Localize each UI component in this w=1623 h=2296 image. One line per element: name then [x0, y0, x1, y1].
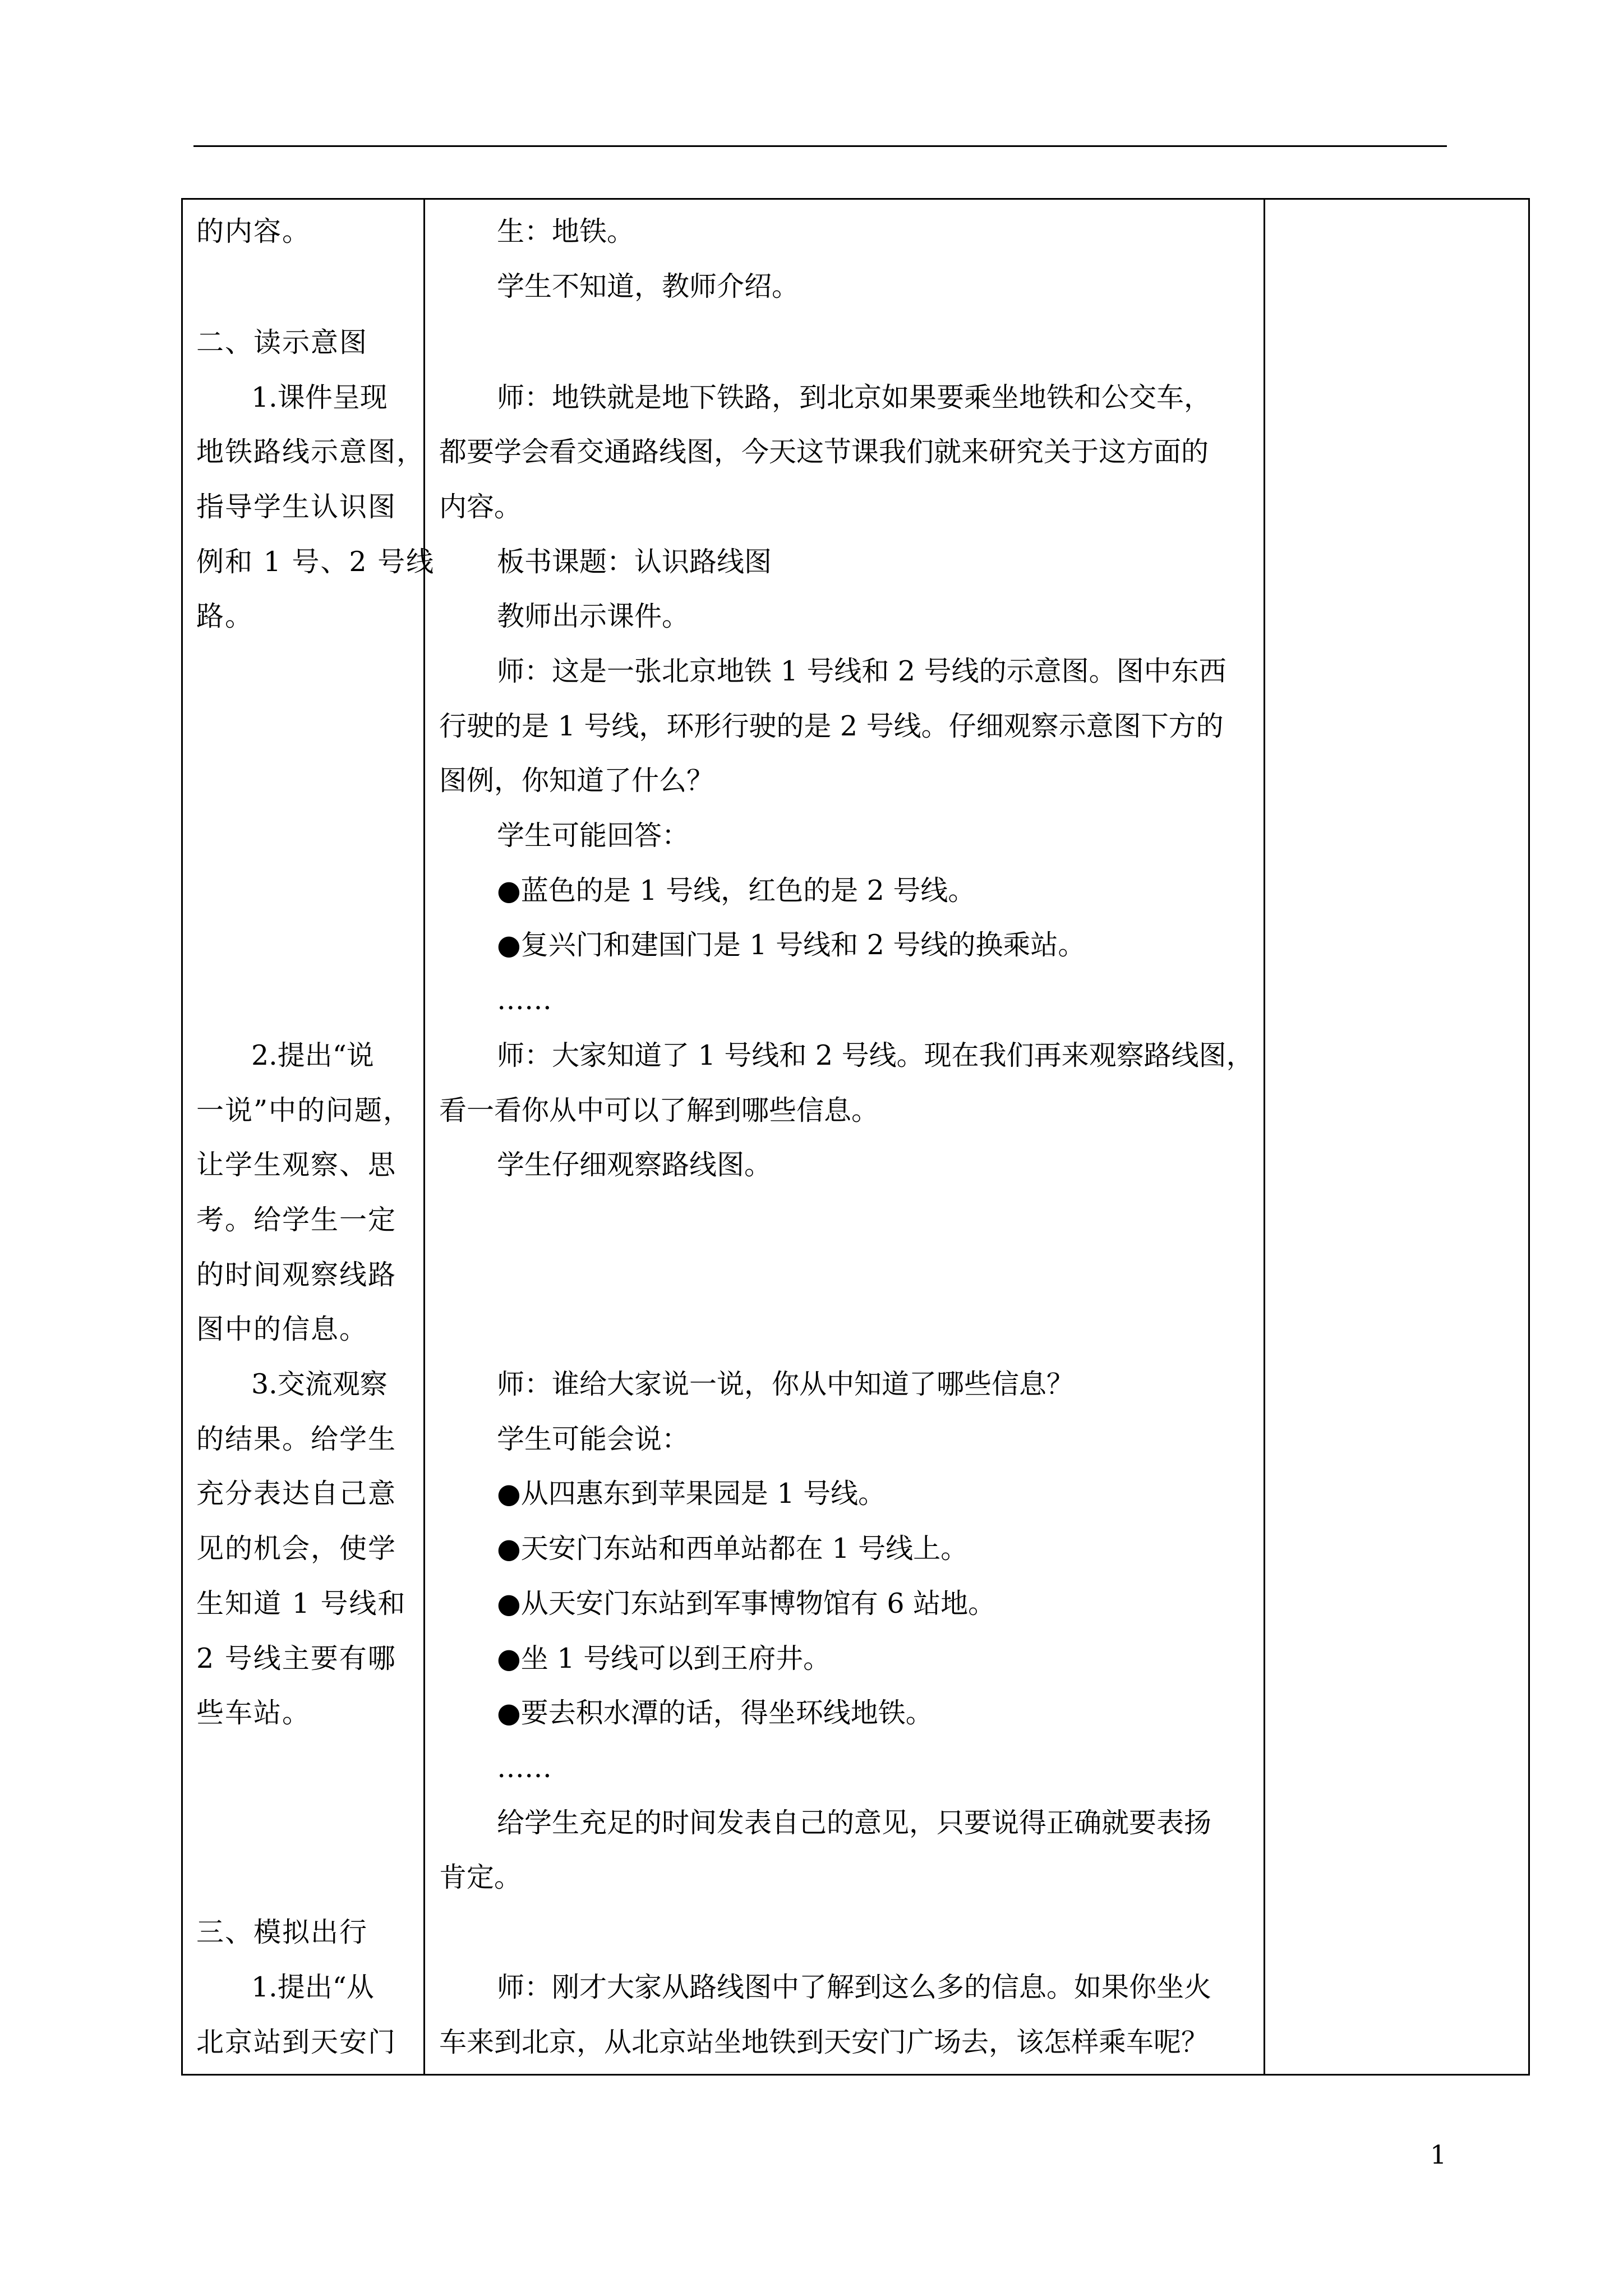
bullet-line: ●复兴门和建国门是 1 号线和 2 号线的换乘站。: [497, 929, 1086, 961]
left-line: 考。给学生一定: [196, 1204, 397, 1236]
dialogue-line: 学生仔细观察路线图。: [497, 1149, 772, 1181]
dialogue-line: 师：谁给大家说一说，你从中知道了哪些信息？: [497, 1368, 1075, 1400]
header-rule: [193, 145, 1447, 147]
left-line: 让学生观察、思: [196, 1149, 397, 1181]
bullet-line: ●从天安门东站到军事博物馆有 6 站地。: [497, 1588, 996, 1619]
dialogue-line: 车来到北京，从北京站坐地铁到天安门广场去，该怎样乘车呢？: [439, 2026, 1209, 2058]
bullet-line: ●坐 1 号线可以到王府井。: [497, 1642, 831, 1674]
left-line: 生知道 1 号线和: [196, 1588, 407, 1619]
left-line: 的时间观察线路: [196, 1259, 397, 1291]
dialogue-line: 教师出示课件。: [497, 600, 690, 632]
dialogue-line: 师：这是一张北京地铁 1 号线和 2 号线的示意图。图中东西: [497, 655, 1227, 687]
left-line: 2.提出“说: [251, 1039, 374, 1071]
dialogue-line: 行驶的是 1 号线，环形行驶的是 2 号线。仔细观察示意图下方的: [439, 710, 1224, 742]
dialogue-line: 学生不知道，教师介绍。: [497, 270, 800, 302]
ellipsis-line: ……: [497, 984, 552, 1016]
left-line: 的内容。: [196, 215, 311, 247]
dialogue-line: 给学生充足的时间发表自己的意见，只要说得正确就要表扬: [497, 1807, 1212, 1839]
left-line: 些车站。: [196, 1697, 311, 1729]
dialogue-line: 学生可能回答：: [497, 820, 690, 852]
bullet-line: ●从四惠东到苹果园是 1 号线。: [497, 1478, 886, 1510]
dialogue-line: 看一看你从中可以了解到哪些信息。: [439, 1094, 879, 1126]
left-line: 北京站到天安门: [196, 2026, 397, 2058]
left-line: 指导学生认识图: [196, 491, 397, 523]
left-line: 充分表达自己意: [196, 1478, 397, 1510]
bullet-line: ●蓝色的是 1 号线，红色的是 2 号线。: [497, 875, 976, 907]
notes-column: [1265, 199, 1529, 2075]
left-line: 2 号线主要有哪: [196, 1642, 396, 1674]
dialogue-line: 学生可能会说：: [497, 1423, 690, 1455]
bullet-line: ●要去积水潭的话，得坐环线地铁。: [497, 1697, 933, 1729]
section-heading: 三、模拟出行: [196, 1916, 368, 1948]
left-line: 1.提出“从: [251, 1971, 374, 2003]
section-heading: 二、读示意图: [196, 326, 368, 358]
left-line: 路。: [196, 600, 254, 632]
page-number: 1: [1430, 2139, 1447, 2170]
left-line: 的结果。给学生: [196, 1423, 397, 1455]
left-line: 一说”中的问题，: [196, 1094, 412, 1126]
dialogue-line: 内容。: [439, 491, 522, 523]
left-line: 1.课件呈现: [251, 381, 388, 413]
dialogue-line: 板书课题：认识路线图: [497, 546, 772, 578]
dialogue-line: 师：刚才大家从路线图中了解到这么多的信息。如果你坐火: [497, 1971, 1212, 2003]
left-line: 地铁路线示意图，: [196, 436, 426, 468]
dialogue-line: 师：大家知道了 1 号线和 2 号线。现在我们再来观察路线图，: [497, 1039, 1254, 1071]
bullet-line: ●天安门东站和西单站都在 1 号线上。: [497, 1533, 969, 1565]
left-line: 3.交流观察: [251, 1368, 388, 1400]
left-line: 图中的信息。: [196, 1313, 368, 1345]
dialogue-line: 图例，你知道了什么？: [439, 765, 714, 797]
dialogue-line: 肯定。: [439, 1861, 522, 1893]
left-line: 见的机会，使学: [196, 1533, 397, 1565]
dialogue-line: 都要学会看交通路线图，今天这节课我们就来研究关于这方面的: [439, 436, 1209, 468]
dialogue-line: 生：地铁。: [497, 215, 635, 247]
dialogue-line: 师：地铁就是地下铁路，到北京如果要乘坐地铁和公交车，: [497, 381, 1212, 413]
left-line: 例和 1 号、2 号线: [196, 546, 435, 578]
ellipsis-line: ……: [497, 1752, 552, 1784]
